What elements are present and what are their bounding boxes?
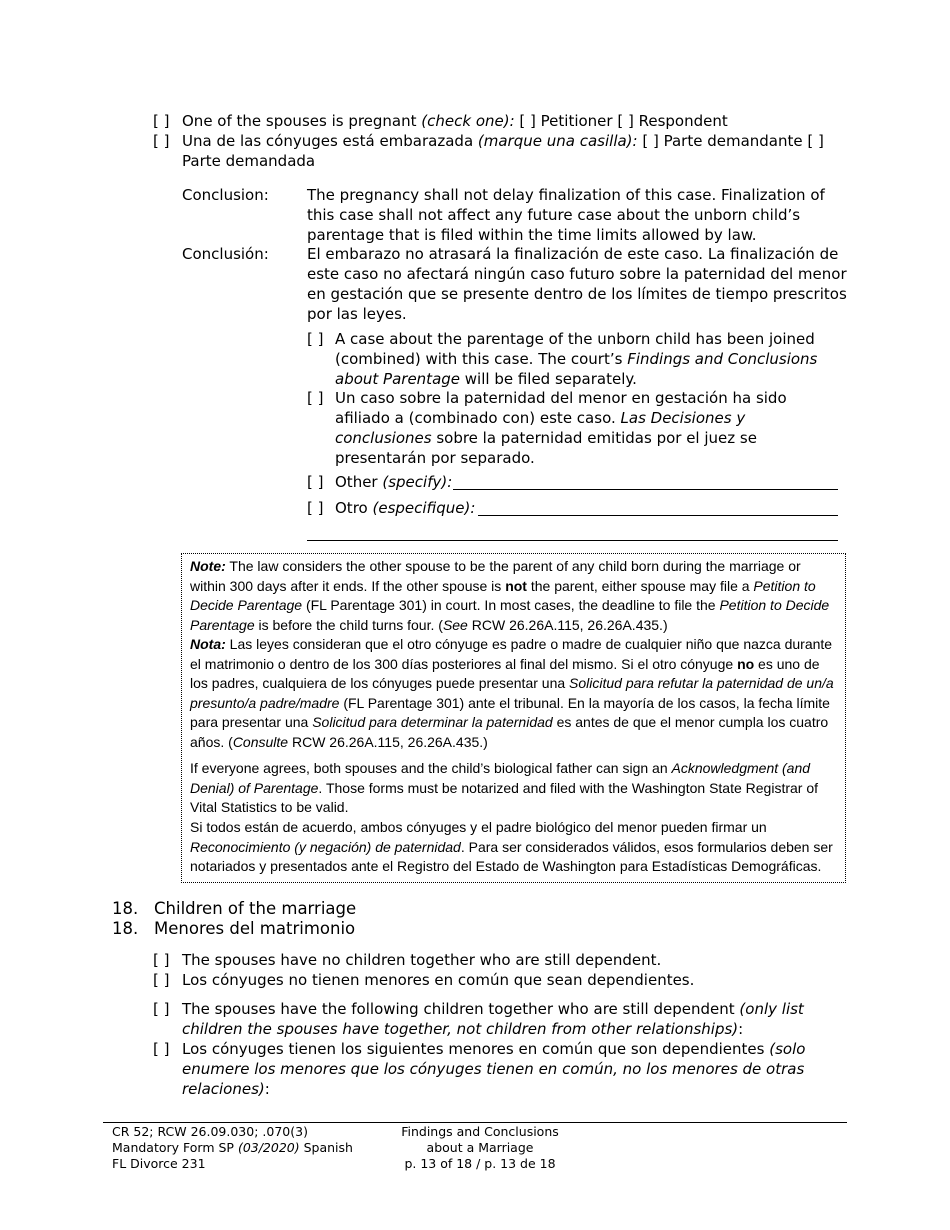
otro-input-line[interactable] xyxy=(478,515,838,516)
section-number-es: 18. xyxy=(112,919,139,938)
no-children-checkbox-es[interactable]: [ ] xyxy=(153,971,170,989)
pregnant-text-en: One of the spouses is pregnant (check one): [ ] Petitioner [ ] Respondent xyxy=(182,112,728,130)
conclusion-text-en: The pregnancy shall not delay finalization of this case. Finalization of this case shall not affect any future case about the unborn child’s parentage that is filed within the time limits allowed by law. xyxy=(307,186,825,244)
otro-checkbox[interactable]: [ ] xyxy=(307,499,324,517)
joined-text-en: A case about the parentage of the unborn child has been joined (combined) with this case. The court’s Findings and Conclusions about Parentage will be filed separately. xyxy=(335,330,818,388)
otro-label: Otro (especifique): xyxy=(335,499,476,517)
children-text-en: The spouses have the following children together who are still dependent (only list children the spouses have together, not children from other relationships): xyxy=(182,1000,804,1038)
no-children-text-es: Los cónyuges no tienen menores en común que sean dependientes. xyxy=(182,971,695,989)
section-title-es: Menores del matrimonio xyxy=(154,919,356,938)
conclusion-label-es: Conclusión: xyxy=(182,245,269,263)
note-es: Nota: Las leyes consideran que el otro cónyuge es padre o madre de cualquier niño que nazca durante el matrimonio o dentro de los 300 días posteriores al final del mismo. Si el otro cónyuge no es uno de los padres, cualquiera de los cónyuges puede presentar una Solicitud para refutar la paternidad de un/a presunto/a padre/madre (FL Parentage 301) ante el tribunal. En la mayoría de los casos, la fecha límite para presentar una Solicitud para determinar la paternidad es antes de que el menor cumpla los cuatro años. (Consulte RCW 26.26A.115, 26.26A.435.) xyxy=(190,636,834,750)
pregnant-checkbox-es[interactable]: [ ] xyxy=(153,132,170,150)
joined-checkbox-es[interactable]: [ ] xyxy=(307,389,324,407)
footer-left: CR 52; RCW 26.09.030; .070(3) Mandatory Form SP (03/2020) Spanish FL Divorce 231 xyxy=(112,1124,353,1171)
footer-center: Findings and Conclusions about a Marriage p. 13 of 18 / p. 13 de 18 xyxy=(401,1124,559,1171)
acknowledgment-es: Si todos están de acuerdo, ambos cónyuges y el padre biológico del menor pueden firmar un Reconocimiento (y negación) de paternidad. Para ser considerados válidos, esos formularios deben ser notariados y presentados ante el Registro del Estado de Washington para Estadísticas Demográficas. xyxy=(190,819,833,874)
no-children-checkbox-en[interactable]: [ ] xyxy=(153,951,170,969)
children-checkbox-es[interactable]: [ ] xyxy=(153,1040,170,1058)
acknowledgment-en: If everyone agrees, both spouses and the child’s biological father can sign an Acknowledgment (and Denial) of Parentage. Those forms must be notarized and filed with the Washington State Registrar of Vital Statistics to be valid. xyxy=(190,760,819,815)
joined-text-es: Un caso sobre la paternidad del menor en gestación ha sido afiliado a (combinado con) este caso. Las Decisiones y conclusiones sobre la paternidad emitidas por el juez se presentarán por separado. xyxy=(335,389,787,467)
other-input-line[interactable] xyxy=(453,489,838,490)
footer-rule xyxy=(103,1122,847,1123)
pregnant-text-es: Una de las cónyuges está embarazada (marque una casilla): [ ] Parte demandante [ ] Parte demandada xyxy=(182,132,824,170)
other-checkbox[interactable]: [ ] xyxy=(307,473,324,491)
other-label: Other (specify): xyxy=(335,473,453,491)
children-text-es: Los cónyuges tienen los siguientes menores en común que son dependientes (solo enumere los menores que los cónyuges tienen en común, no los menores de otras relaciones): xyxy=(182,1040,806,1098)
section-number-en: 18. xyxy=(112,899,139,918)
section-title-en: Children of the marriage xyxy=(154,899,357,918)
pregnant-checkbox-en[interactable]: [ ] xyxy=(153,112,170,130)
other-input-line-2[interactable] xyxy=(307,540,838,541)
joined-checkbox-en[interactable]: [ ] xyxy=(307,330,324,348)
conclusion-label-en: Conclusion: xyxy=(182,186,269,204)
note-en: Note: The law considers the other spouse to be the parent of any child born during the marriage or within 300 days after it ends. If the other spouse is not the parent, either spouse may file a Petition to Decide Parentage (FL Parentage 301) in court. In most cases, the deadline to file the Petition to Decide Parentage is before the child turns four. (See RCW 26.26A.115, 26.26A.435.) xyxy=(190,558,830,633)
children-checkbox-en[interactable]: [ ] xyxy=(153,1000,170,1018)
no-children-text-en: The spouses have no children together who are still dependent. xyxy=(182,951,662,969)
conclusion-text-es: El embarazo no atrasará la finalización de este caso. La finalización de este caso no afectará ningún caso futuro sobre la paternidad del menor en gestación que se presente dentro de los límites de tiempo prescritos por las leyes. xyxy=(307,245,847,323)
